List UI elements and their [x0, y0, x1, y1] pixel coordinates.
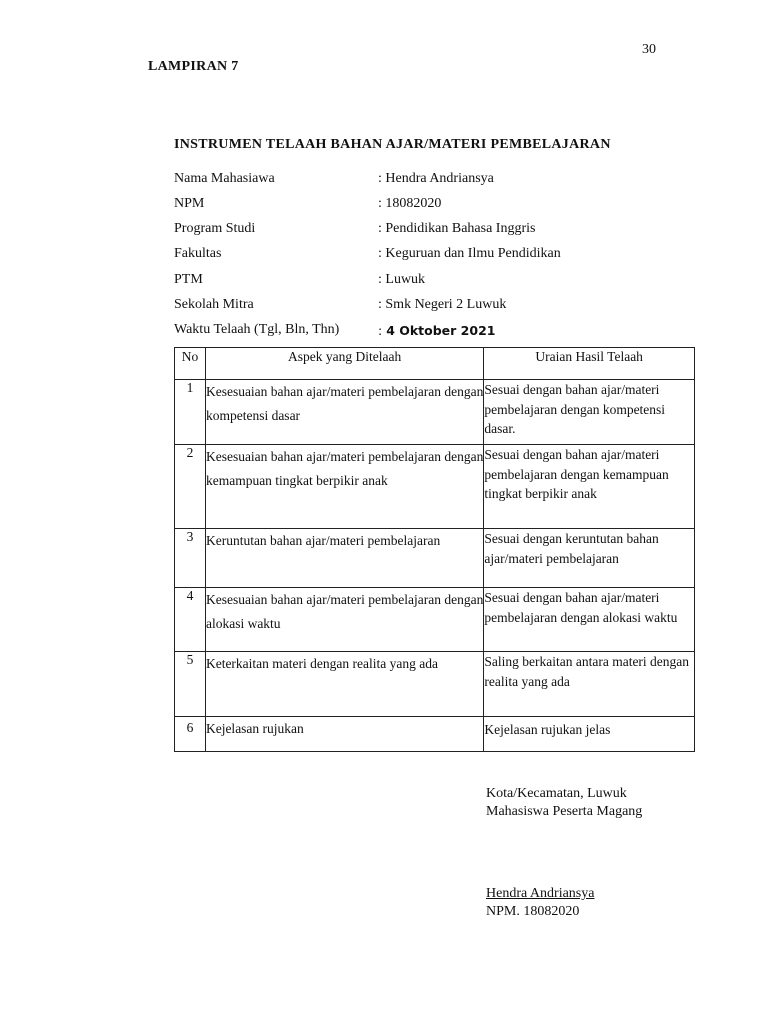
- row-aspek: Kesesuaian bahan ajar/materi pembelajaran dengan alokasi waktu: [205, 588, 483, 652]
- review-date: 4 Oktober 2021: [386, 323, 496, 338]
- row-aspek: Keterkaitan materi dengan realita yang ada: [205, 652, 483, 717]
- info-value: : 18082020: [378, 196, 442, 211]
- table-row: [175, 588, 695, 652]
- page-number: 30: [642, 42, 656, 57]
- signature-location: Kota/Kecamatan, Luwuk: [486, 786, 627, 801]
- appendix-label: LAMPIRAN 7: [148, 59, 239, 74]
- row-hasil: Kejelasan rujukan jelas: [484, 717, 695, 752]
- row-hasil: Sesuai dengan bahan ajar/materi pembelajaran dengan kemampuan tingkat berpikir anak: [484, 445, 695, 529]
- info-value: : Hendra Andriansya: [378, 171, 494, 186]
- info-value: : Pendidikan Bahasa Inggris: [378, 221, 536, 236]
- table-row: [175, 445, 695, 529]
- row-aspek: Kesesuaian bahan ajar/materi pembelajaran dengan kemampuan tingkat berpikir anak: [205, 445, 483, 529]
- row-aspek: Kesesuaian bahan ajar/materi pembelajaran dengan kompetensi dasar: [205, 380, 483, 445]
- signature-role: Mahasiswa Peserta Magang: [486, 804, 643, 819]
- table-row: [175, 652, 695, 717]
- info-label: Nama Mahasiawa: [174, 171, 275, 186]
- row-number: 4: [175, 588, 206, 652]
- row-hasil: Sesuai dengan bahan ajar/materi pembelajaran dengan alokasi waktu: [484, 588, 695, 652]
- info-label: Waktu Telaah (Tgl, Bln, Thn): [174, 322, 340, 337]
- row-number: 1: [175, 380, 206, 445]
- info-label: Fakultas: [174, 246, 222, 261]
- table-header-row: [175, 348, 695, 380]
- info-label: NPM: [174, 196, 205, 211]
- document-title: INSTRUMEN TELAAH BAHAN AJAR/MATERI PEMBELAJARAN: [174, 137, 611, 152]
- header-no: No: [175, 348, 206, 380]
- row-aspek: Keruntutan bahan ajar/materi pembelajaran: [205, 529, 483, 588]
- row-aspek: Kejelasan rujukan: [205, 717, 483, 752]
- row-number: 6: [175, 717, 206, 752]
- info-value: : Smk Negeri 2 Luwuk: [378, 297, 507, 312]
- row-hasil: Sesuai dengan bahan ajar/materi pembelajaran dengan kompetensi dasar.: [484, 380, 695, 445]
- signature-name: Hendra Andriansya: [486, 886, 595, 901]
- row-number: 2: [175, 445, 206, 529]
- info-label: Program Studi: [174, 221, 256, 236]
- table-row: [175, 529, 695, 588]
- header-hasil: Uraian Hasil Telaah: [484, 348, 695, 380]
- row-hasil: Sesuai dengan keruntutan bahan ajar/materi pembelajaran: [484, 529, 695, 588]
- header-aspek: Aspek yang Ditelaah: [205, 348, 483, 380]
- info-value: : 4 Oktober 2021: [378, 323, 496, 338]
- info-label: Sekolah Mitra: [174, 297, 254, 312]
- table-row: [175, 380, 695, 445]
- row-hasil: Saling berkaitan antara materi dengan realita yang ada: [484, 652, 695, 717]
- info-value: : Keguruan dan Ilmu Pendidikan: [378, 246, 561, 261]
- row-number: 5: [175, 652, 206, 717]
- info-value: : Luwuk: [378, 272, 426, 287]
- table-row: [175, 717, 695, 752]
- review-table: [174, 347, 695, 752]
- row-number: 3: [175, 529, 206, 588]
- signature-npm: NPM. 18082020: [486, 904, 580, 919]
- info-label: PTM: [174, 272, 203, 287]
